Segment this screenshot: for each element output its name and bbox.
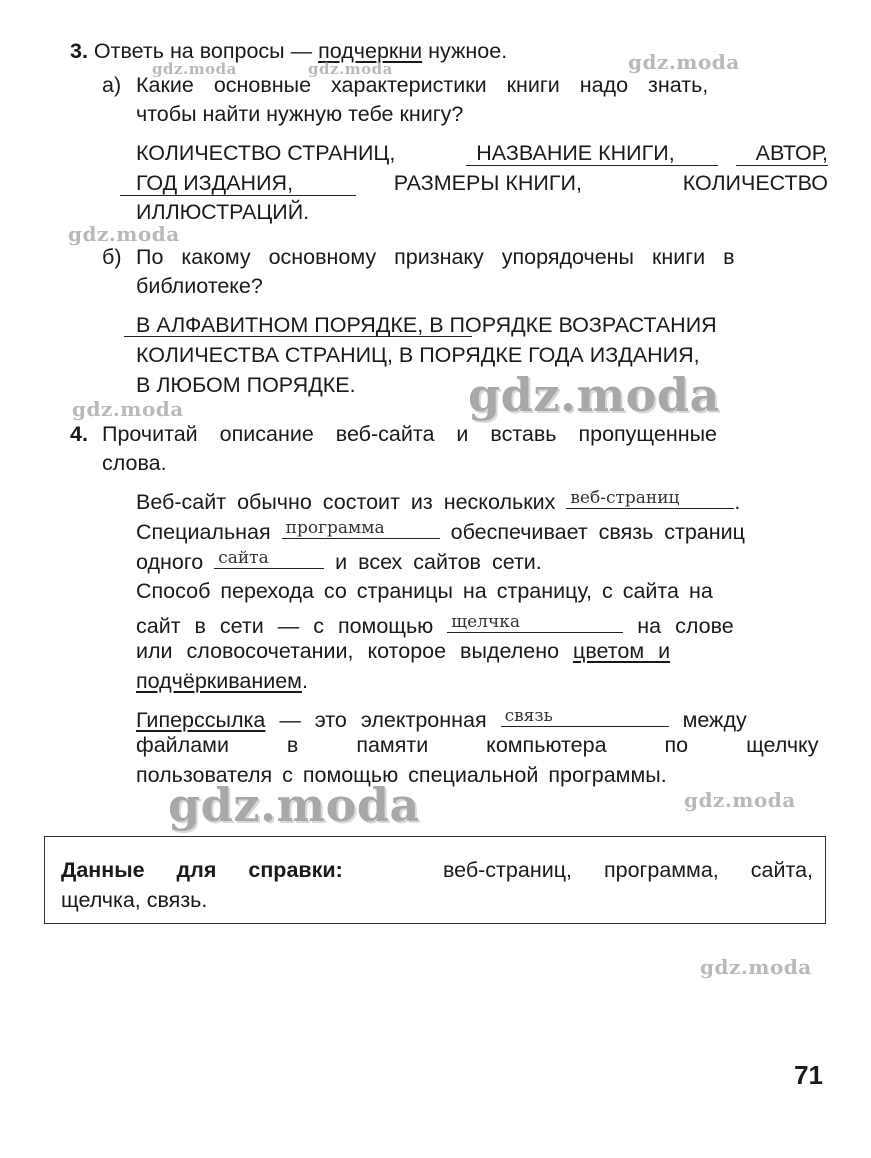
answer-underline (124, 336, 472, 337)
task3b-question-line1 (136, 244, 828, 270)
answer-option: КОЛИЧЕСТВО (682, 171, 828, 195)
hyperlink-term: Гиперссылка (136, 708, 266, 732)
p3-line1b: между (682, 708, 747, 732)
fill-blank (447, 608, 623, 633)
p1-line3 (136, 544, 542, 575)
answer-underline (120, 195, 356, 196)
p1-line1-text: Веб-сайт обычно состоит из нескольких (136, 490, 556, 514)
fill-blank (214, 544, 324, 569)
task3b-label: б) (102, 245, 122, 269)
task3b-question-line2: библиотеке? (136, 274, 263, 298)
task3a-question-line1 (136, 72, 828, 98)
reference-words-line1: веб-страниц, программа, сайта, (442, 858, 813, 882)
p2-line2a: сайт в сети — с помощью (136, 614, 434, 638)
task3-intro-underlined: подчеркни (318, 39, 423, 63)
watermark: gdz.moda (72, 397, 184, 421)
handwritten-answer: сайта (218, 548, 269, 568)
p2-line1: Способ перехода со страницы на страницу, с сайта на (136, 579, 713, 603)
answer-underline (736, 165, 828, 166)
task3-intro-text: Ответь на вопросы — (93, 39, 313, 63)
p2-line4 (136, 668, 308, 694)
p2-line3a: или словосочетании, которое выделено (136, 639, 560, 663)
reference-line1 (61, 857, 813, 883)
answer-option-underlined: ГОД ИЗДАНИЯ, (136, 171, 294, 195)
task3b-question-text: По какому основному признаку упорядочены книги в (136, 245, 735, 269)
p2-line3-underlined: цветом и (573, 639, 671, 663)
answer-option-underlined: В АЛФАВИТНОМ ПОРЯДКЕ (136, 313, 418, 337)
p1-line3a: одного (136, 550, 204, 574)
task3a-answer-line2 (136, 170, 828, 196)
p1-line2 (136, 514, 745, 545)
task3-intro-line (70, 38, 507, 64)
p3-line1 (136, 702, 747, 733)
task3-intro-end: нужное. (428, 39, 508, 63)
answer-option-underlined: АВТОР, (755, 141, 828, 165)
fill-blank (566, 484, 734, 509)
task3a-answer-line1 (136, 140, 828, 166)
page-number: 71 (794, 1060, 823, 1090)
p1-line2b: обеспечивает связь страниц (450, 520, 745, 544)
reference-words-line2: щелчка, связь. (61, 888, 208, 912)
task4-intro-line2: слова. (102, 451, 167, 475)
task3b-answer-line3: В ЛЮБОМ ПОРЯДКЕ. (136, 373, 356, 397)
fill-blank (501, 702, 669, 727)
task3a-answer-line3: ИЛЛЮСТРАЦИЙ. (136, 200, 310, 224)
p3-line2-text: файлами в памяти компьютера по щелчку (136, 733, 819, 757)
handwritten-answer: щелчка (451, 612, 520, 632)
task4-intro-line1 (102, 421, 828, 447)
watermark: gdz.moda (68, 222, 180, 246)
task3a-question-text: Какие основные характеристики книги надо знать, (136, 73, 709, 97)
fill-blank (282, 514, 440, 539)
reference-label: Данные для справки: (61, 858, 343, 882)
watermark: gdz.moda (168, 778, 420, 832)
p3-line1a: — это электронная (279, 708, 487, 732)
p2-line4-end: . (301, 669, 308, 693)
reference-box (44, 836, 826, 924)
watermark: gdz.moda (628, 50, 740, 74)
task3b-answer-line1 (136, 312, 717, 338)
watermark: gdz.moda (468, 368, 720, 422)
task3-number: 3. (70, 39, 88, 63)
watermark: gdz.moda (700, 955, 812, 979)
task3b-answer-line2: КОЛИЧЕСТВА СТРАНИЦ, В ПОРЯДКЕ ГОДА ИЗДАНИЯ, (136, 343, 700, 367)
task4-number: 4. (70, 422, 88, 446)
handwritten-answer: связь (504, 706, 553, 726)
answer-option: РАЗМЕРЫ КНИГИ, (393, 171, 582, 195)
answer-option: , В ПОРЯДКЕ ВОЗРАСТАНИЯ (417, 313, 717, 337)
task3a-label: а) (102, 73, 122, 97)
task3a-question-line2: чтобы найти нужную тебе книгу? (136, 102, 464, 126)
answer-option: КОЛИЧЕСТВО СТРАНИЦ, (136, 141, 396, 165)
p2-line4-underlined: подчёркиванием (136, 669, 302, 693)
watermark: gdz.moda (684, 788, 796, 812)
p2-line2b: на слове (637, 614, 734, 638)
handwritten-answer: веб-страниц (570, 488, 680, 508)
watermark: gdz.moda (308, 60, 393, 78)
p1-line2a: Специальная (136, 520, 271, 544)
p1-line1: Веб-сайт обычно состоит из нескольких веб-страниц . (136, 484, 740, 515)
p3-line3: пользователя с помощью специальной программы. (136, 763, 667, 787)
watermark: gdz.moda (152, 60, 237, 78)
answer-underline (466, 165, 718, 166)
p3-line2 (136, 732, 828, 758)
answer-option-underlined: НАЗВАНИЕ КНИГИ, (476, 141, 675, 165)
p2-line3 (136, 638, 670, 664)
p2-line2 (136, 608, 734, 639)
task4-intro-text: Прочитай описание веб-сайта и вставь пропущенные (102, 422, 717, 446)
p1-line3b: и всех сайтов сети. (335, 550, 542, 574)
handwritten-answer: программа (285, 518, 385, 538)
